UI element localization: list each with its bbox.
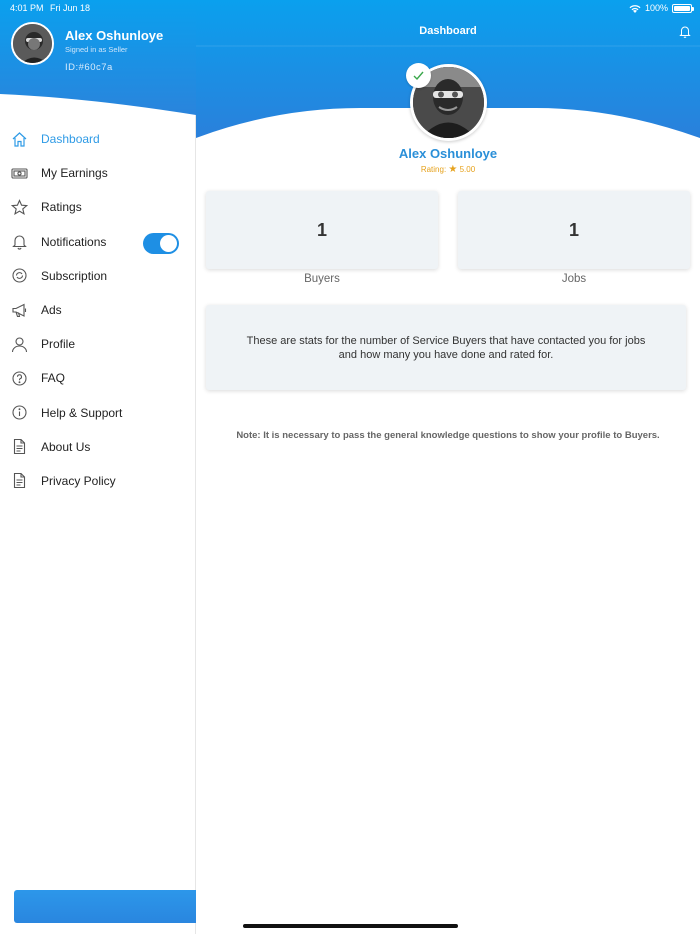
megaphone-icon xyxy=(11,302,28,319)
rating-label: Rating: xyxy=(420,165,447,174)
jobs-label: Jobs xyxy=(561,273,587,285)
sidebar-item-subscription[interactable] xyxy=(0,259,196,293)
buyers-card[interactable]: 1 xyxy=(206,191,438,269)
buyers-label: Buyers xyxy=(304,273,340,285)
sidebar-user-name: Alex Oshunloye xyxy=(65,28,164,43)
sidebar-item-ratings[interactable] xyxy=(0,190,196,224)
rating xyxy=(196,164,700,175)
sidebar-item-help-support[interactable] xyxy=(0,396,196,430)
notifications-toggle[interactable] xyxy=(143,233,179,254)
star-icon: ★ xyxy=(448,164,458,175)
status-date: Fri Jun 18 xyxy=(50,3,91,13)
document-icon xyxy=(11,472,28,489)
sidebar-item-label: My Earnings xyxy=(41,166,108,181)
check-icon xyxy=(412,69,425,82)
user-icon xyxy=(11,336,28,353)
main-content xyxy=(196,0,700,934)
sidebar-item-profile[interactable] xyxy=(0,327,196,361)
toggle-knob xyxy=(160,235,177,252)
avatar[interactable] xyxy=(11,22,54,65)
profile-name: Alex Oshunloye xyxy=(398,146,498,161)
sidebar xyxy=(0,0,196,934)
subscription-icon xyxy=(11,267,28,284)
rating-value: 5.00 xyxy=(459,165,476,174)
sidebar-item-label: Notifications xyxy=(41,234,107,249)
user-id: ID:#60c7a xyxy=(65,62,113,73)
status-bar xyxy=(0,0,700,16)
sidebar-header xyxy=(0,0,196,120)
stats-info-text: These are stats for the number of Service Buyers that have contacted you for jobs and how many you have done and rated for. xyxy=(246,334,646,361)
sidebar-item-label: Profile xyxy=(41,337,76,352)
signed-in-label: Signed in as Seller xyxy=(65,45,128,54)
sidebar-item-about-us[interactable] xyxy=(0,430,196,464)
sidebar-menu xyxy=(0,122,196,498)
sidebar-item-label: About Us xyxy=(41,439,91,454)
page-title: Dashboard xyxy=(419,25,477,37)
status-right xyxy=(629,3,692,13)
question-icon xyxy=(11,370,28,387)
sidebar-item-label: Privacy Policy xyxy=(41,473,116,488)
sidebar-item-label: FAQ xyxy=(41,371,66,386)
battery-icon xyxy=(672,4,692,13)
sidebar-item-ads[interactable] xyxy=(0,293,196,327)
stats-info-card xyxy=(206,305,686,390)
star-icon xyxy=(11,199,28,216)
home-indicator[interactable] xyxy=(243,924,458,928)
sidebar-item-label: Help & Support xyxy=(41,405,123,420)
sidebar-item-my-earnings[interactable] xyxy=(0,156,196,190)
battery-percent: 100% xyxy=(644,3,668,13)
sidebar-item-label: Subscription xyxy=(41,268,108,283)
note-text: Note: It is necessary to pass the general knowledge questions to show your profile to Buyers. xyxy=(236,430,660,441)
home-icon xyxy=(11,131,28,148)
sidebar-item-faq[interactable] xyxy=(0,361,196,395)
bell-icon[interactable] xyxy=(679,25,691,38)
sidebar-item-label: Ratings xyxy=(41,200,82,215)
sidebar-item-privacy-policy[interactable] xyxy=(0,464,196,498)
document-icon xyxy=(11,438,28,455)
bell-icon xyxy=(11,233,28,250)
verified-badge xyxy=(406,63,431,88)
info-icon xyxy=(11,404,28,421)
money-icon xyxy=(11,165,28,182)
sidebar-item-notifications[interactable] xyxy=(0,225,196,259)
wifi-icon xyxy=(629,4,641,13)
sidebar-item-label: Ads xyxy=(41,303,62,318)
sidebar-bottom-button[interactable] xyxy=(14,890,196,923)
status-time: 4:01 PM xyxy=(10,3,44,13)
sidebar-item-label: Dashboard xyxy=(41,132,100,147)
sidebar-item-dashboard[interactable] xyxy=(0,122,196,156)
jobs-card[interactable]: 1 xyxy=(458,191,690,269)
